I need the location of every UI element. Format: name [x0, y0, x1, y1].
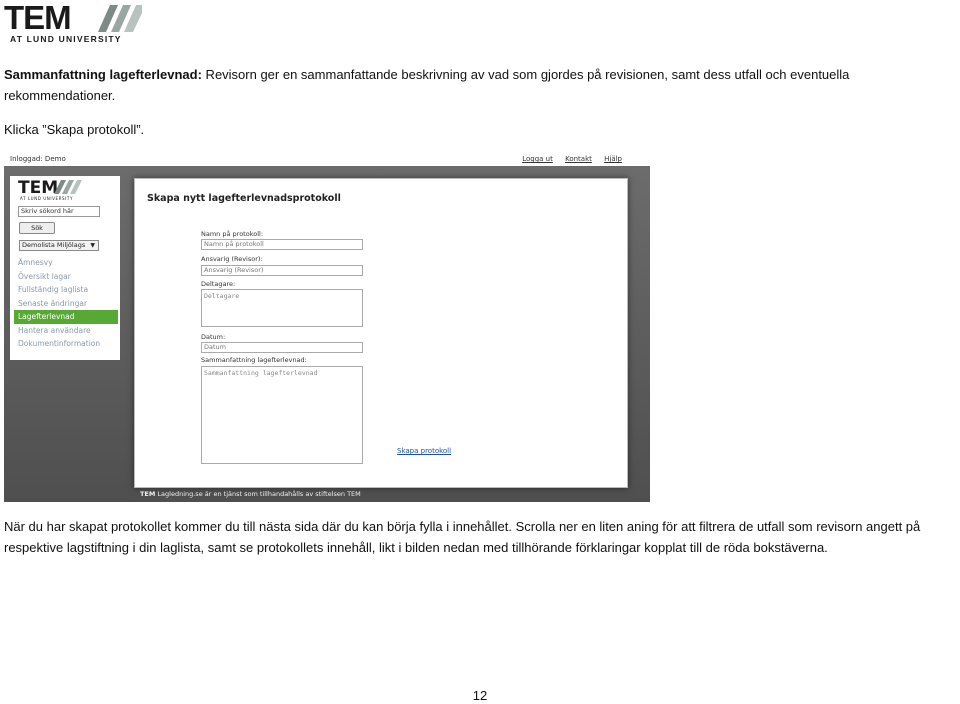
- search-input[interactable]: Skriv sökord här: [18, 206, 100, 217]
- screenshot-footer: [140, 490, 361, 498]
- logo-stripes-icon: [94, 5, 142, 32]
- form-title: Skapa nytt lagefterlevnadsprotokoll: [147, 193, 341, 204]
- page-number: 12: [472, 688, 488, 703]
- nav-item-dokumentinformation[interactable]: Dokumentinformation: [18, 339, 101, 348]
- nav-item-senaste-andringar[interactable]: Senaste ändringar: [18, 298, 88, 308]
- list-select-value: Demolista Miljölags: [22, 241, 86, 249]
- footer-brand: TEM: [140, 490, 156, 498]
- nav-item-lagefterlevnad[interactable]: Lagefterlevnad: [14, 310, 118, 324]
- footer-text: Lagledning.se är en tjänst som tillhandahålls av stiftelsen TEM: [155, 490, 361, 498]
- participants-label: Deltagare:: [201, 280, 236, 288]
- summary-field[interactable]: Sammanfattning lagefterlevnad: [201, 366, 363, 464]
- sidebar-nav: [14, 256, 118, 351]
- screenshot-topbar: [4, 152, 650, 166]
- instruction-text: Klicka ”Skapa protokoll”.: [4, 122, 145, 137]
- followup-paragraph: När du har skapat protokollet kommer du till nästa sida där du kan börja fylla i innehållet. Scrolla ner en liten aning för att filtrera de utfall som revisorn angett på respektive lagstiftning i din laglista, samt se protokollets innehåll, likt i bilden nedan med tillhörande förklaringar kopplat till de röda bokstäverna.: [4, 519, 921, 555]
- name-label: Namn på protokoll:: [201, 230, 264, 238]
- create-protocol-link[interactable]: Skapa protokoll: [397, 447, 452, 455]
- participants-field[interactable]: Deltagare: [201, 289, 363, 327]
- sidebar: [14, 178, 118, 348]
- help-link[interactable]: Hjälp: [604, 155, 622, 163]
- intro-heading: Sammanfattning lagefterlevnad:: [4, 67, 202, 82]
- sidebar-logo-subtitle: AT LUND UNIVERSITY: [20, 196, 73, 201]
- responsible-label: Ansvarig (Revisor):: [201, 255, 263, 263]
- date-field[interactable]: Datum: [201, 342, 363, 353]
- intro-text: Revisorn ger en sammanfattande beskrivning av vad som gjordes på revisionen, samt dess utfall och eventuella rekommendationer.: [4, 67, 850, 103]
- protocol-form-panel: [134, 178, 628, 488]
- responsible-field[interactable]: Ansvarig (Revisor): [201, 265, 363, 276]
- list-select[interactable]: [19, 240, 99, 251]
- app-screenshot: [4, 152, 650, 502]
- logo-subtitle: AT LUND UNIVERSITY: [10, 34, 122, 44]
- sidebar-logo-stripes-icon: [52, 180, 82, 194]
- logout-link[interactable]: Logga ut: [522, 155, 553, 163]
- nav-item-fullstandig-laglista[interactable]: Fullständig laglista: [18, 285, 89, 294]
- sidebar-logo: [18, 178, 88, 202]
- date-label: Datum:: [201, 333, 226, 341]
- nav-item-amnesvy[interactable]: Ämnesvy: [18, 258, 53, 267]
- logo-text: TEM: [4, 0, 71, 36]
- tem-logo: [4, 2, 144, 44]
- nav-item-hantera-anvandare[interactable]: Hantera användare: [18, 325, 91, 335]
- logged-in-user: Inloggad: Demo: [10, 155, 66, 163]
- contact-link[interactable]: Kontakt: [565, 155, 592, 163]
- search-button[interactable]: Sök: [19, 222, 55, 234]
- chevron-down-icon: ▼: [90, 242, 95, 249]
- name-field[interactable]: Namn på protokoll: [201, 239, 363, 250]
- summary-label: Sammanfattning lagefterlevnad:: [201, 356, 307, 364]
- sidebar-logo-text: TEM: [18, 178, 59, 198]
- intro-paragraph: [4, 64, 954, 106]
- topbar-links: [512, 152, 622, 166]
- nav-item-oversikt-lagar[interactable]: Översikt lagar: [18, 271, 71, 281]
